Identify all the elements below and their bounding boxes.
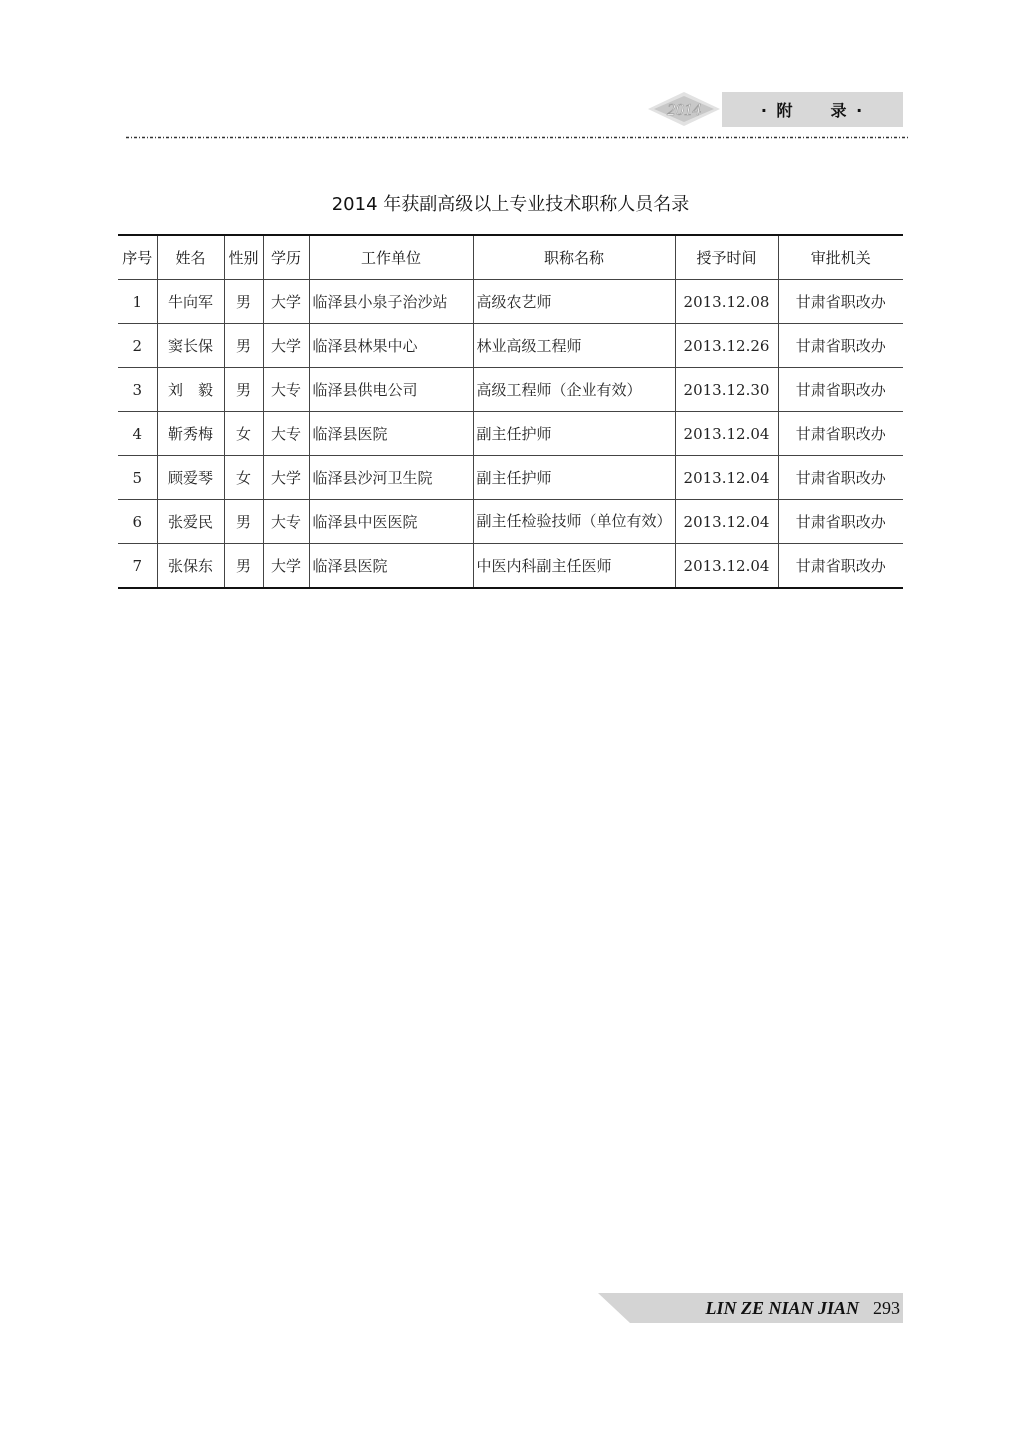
cell-date: 2013.12.04 [675,500,778,544]
table-row [118,500,903,544]
cell-title: 副主任护师 [473,412,675,456]
cell-workplace: 临泽县中医医院 [309,500,473,544]
year-badge [648,92,720,126]
cell-gender: 男 [224,544,263,589]
cell-education: 大学 [263,280,309,324]
cell-authority: 甘肃省职改办 [778,412,903,456]
cell-date: 2013.12.04 [675,544,778,589]
cell-gender: 女 [224,456,263,500]
column-header: 性别 [224,235,263,280]
cell-name: 张保东 [157,544,224,589]
section-label: · 附 录 · [722,92,903,127]
cell-name: 张爱民 [157,500,224,544]
personnel-table [118,234,903,589]
cell-workplace: 临泽县医院 [309,544,473,589]
page-number: 293 [873,1297,900,1318]
cell-title: 高级工程师（企业有效） [473,368,675,412]
cell-date: 2013.12.04 [675,456,778,500]
table-row [118,456,903,500]
table-row [118,368,903,412]
column-header: 工作单位 [309,235,473,280]
page-title: 2014 年获副高级以上专业技术职称人员名录 [331,194,690,215]
column-header: 序号 [118,235,157,280]
table-row [118,324,903,368]
cell-index: 4 [118,412,157,456]
table-header-row [118,235,903,280]
cell-workplace: 临泽县供电公司 [309,368,473,412]
cell-title: 高级农艺师 [473,280,675,324]
cell-workplace: 临泽县沙河卫生院 [309,456,473,500]
cell-gender: 男 [224,368,263,412]
cell-authority: 甘肃省职改办 [778,324,903,368]
cell-title: 副主任护师 [473,456,675,500]
dotted-divider [126,136,910,139]
cell-authority: 甘肃省职改办 [778,368,903,412]
cell-name: 顾爱琴 [157,456,224,500]
journal-name: LIN ZE NIAN JIAN [705,1297,859,1318]
cell-gender: 男 [224,500,263,544]
cell-index: 5 [118,456,157,500]
column-header: 授予时间 [675,235,778,280]
table-row [118,412,903,456]
cell-education: 大学 [263,324,309,368]
cell-authority: 甘肃省职改办 [778,544,903,589]
column-header: 学历 [263,235,309,280]
cell-name: 窦长保 [157,324,224,368]
cell-gender: 男 [224,324,263,368]
cell-index: 3 [118,368,157,412]
cell-workplace: 临泽县小泉子治沙站 [309,280,473,324]
cell-index: 6 [118,500,157,544]
cell-index: 1 [118,280,157,324]
cell-education: 大专 [263,500,309,544]
cell-date: 2013.12.04 [675,412,778,456]
cell-index: 7 [118,544,157,589]
cell-title: 林业高级工程师 [473,324,675,368]
cell-date: 2013.12.08 [675,280,778,324]
cell-education: 大专 [263,368,309,412]
cell-authority: 甘肃省职改办 [778,280,903,324]
cell-authority: 甘肃省职改办 [778,456,903,500]
cell-date: 2013.12.30 [675,368,778,412]
cell-education: 大专 [263,412,309,456]
cell-title: 中医内科副主任医师 [473,544,675,589]
table-row [118,544,903,589]
cell-name: 刘 毅 [157,368,224,412]
cell-education: 大学 [263,544,309,589]
cell-workplace: 临泽县林果中心 [309,324,473,368]
cell-authority: 甘肃省职改办 [778,500,903,544]
column-header: 审批机关 [778,235,903,280]
cell-gender: 男 [224,280,263,324]
cell-gender: 女 [224,412,263,456]
column-header: 职称名称 [473,235,675,280]
cell-title: 副主任检验技师（单位有效） [473,500,675,544]
column-header: 姓名 [157,235,224,280]
table-row [118,280,903,324]
cell-workplace: 临泽县医院 [309,412,473,456]
cell-date: 2013.12.26 [675,324,778,368]
cell-index: 2 [118,324,157,368]
page-footer [645,1293,900,1323]
cell-name: 牛向军 [157,280,224,324]
cell-name: 靳秀梅 [157,412,224,456]
cell-education: 大学 [263,456,309,500]
year-badge-text: 2014 [667,100,701,119]
